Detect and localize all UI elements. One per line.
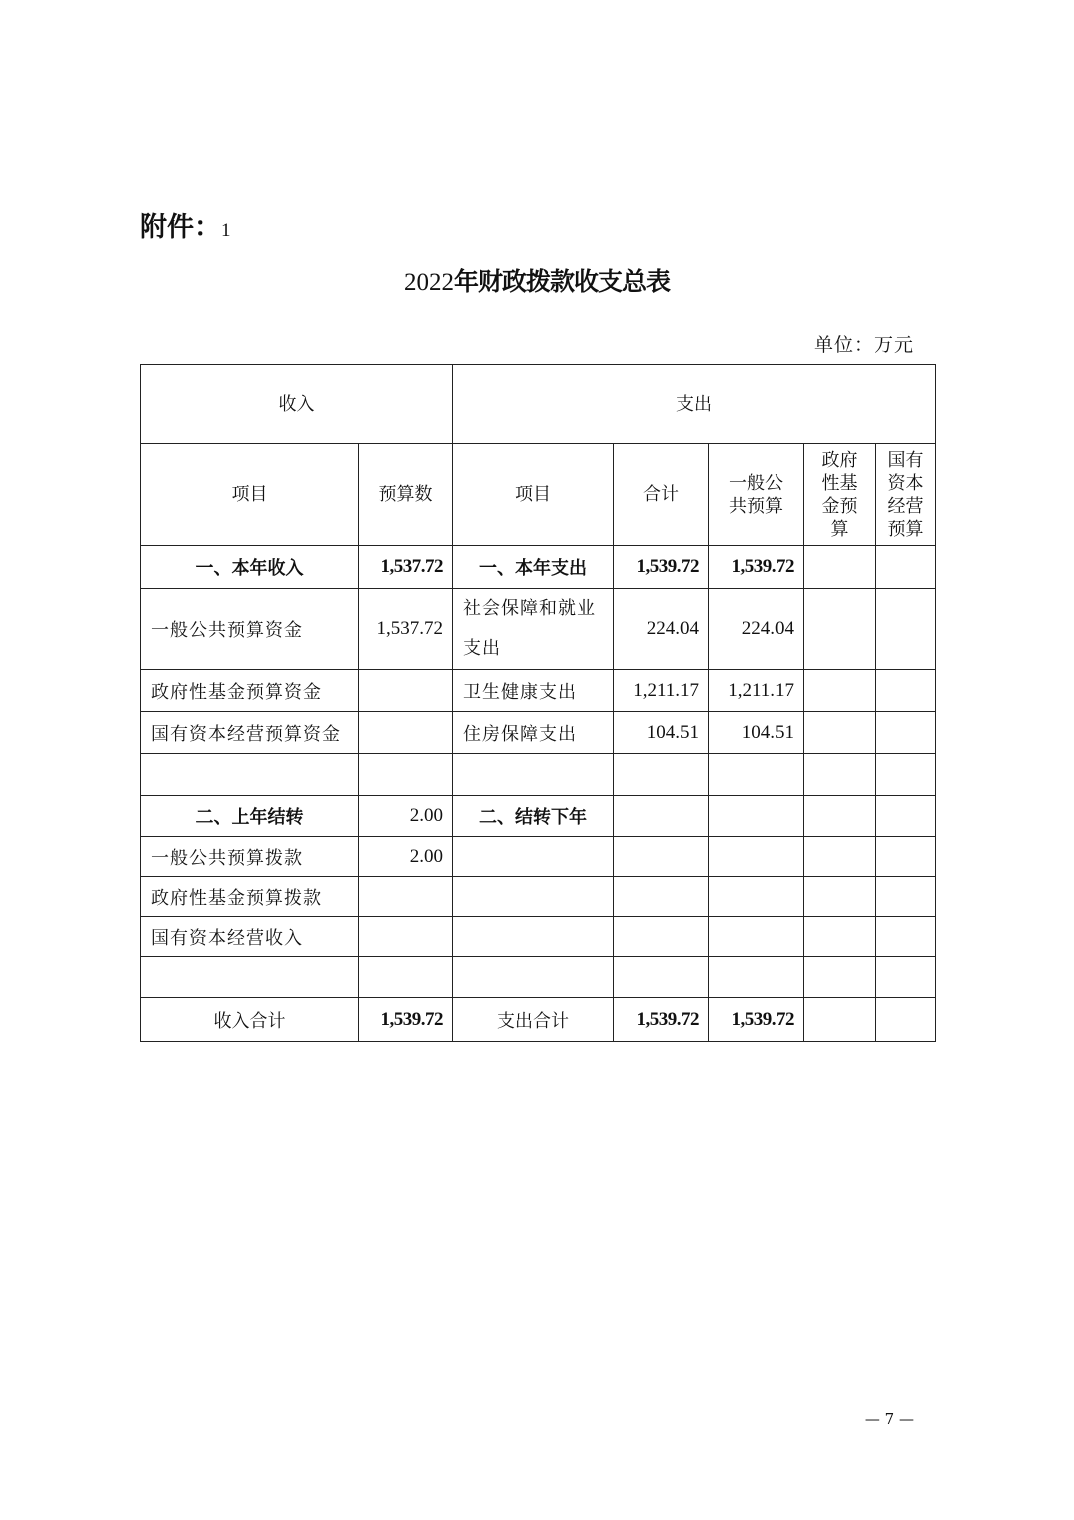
table-row <box>141 837 936 877</box>
cell-state-capital <box>876 957 936 998</box>
cell-expense-item <box>453 957 614 998</box>
cell-expense-total <box>614 877 709 917</box>
table-row <box>141 754 936 796</box>
col-income-item: 项目 <box>141 444 359 546</box>
expense-group-header: 支出 <box>453 365 936 444</box>
cell-general-budget: 1,539.72 <box>709 998 804 1042</box>
cell-expense-total <box>614 796 709 837</box>
cell-state-capital <box>876 589 936 670</box>
cell-income-item: 政府性基金预算拨款 <box>141 877 359 917</box>
attachment-label: 附件：1 <box>140 205 240 244</box>
cell-general-budget <box>709 837 804 877</box>
cell-income-budget <box>359 712 453 754</box>
cell-state-capital <box>876 998 936 1042</box>
table-row <box>141 957 936 998</box>
cell-expense-item <box>453 837 614 877</box>
cell-income-item: 一、本年收入 <box>141 546 359 589</box>
cell-income-budget: 1,537.72 <box>359 546 453 589</box>
cell-state-capital <box>876 712 936 754</box>
col-income-budget: 预算数 <box>359 444 453 546</box>
cell-expense-item: 二、结转下年 <box>453 796 614 837</box>
cell-expense-item: 一、本年支出 <box>453 546 614 589</box>
col-state-capital-budget: 国有资本经营预算 <box>876 444 936 546</box>
budget-summary-table <box>140 364 936 1042</box>
cell-general-budget: 1,211.17 <box>709 670 804 712</box>
cell-expense-item <box>453 917 614 957</box>
cell-gov-fund <box>804 712 876 754</box>
cell-gov-fund <box>804 837 876 877</box>
cell-gov-fund <box>804 546 876 589</box>
table-row <box>141 796 936 837</box>
cell-general-budget <box>709 917 804 957</box>
table-row <box>141 877 936 917</box>
cell-expense-item: 卫生健康支出 <box>453 670 614 712</box>
cell-state-capital <box>876 796 936 837</box>
cell-gov-fund <box>804 589 876 670</box>
cell-income-item: 一般公共预算资金 <box>141 589 359 670</box>
cell-income-budget <box>359 957 453 998</box>
cell-income-budget: 2.00 <box>359 837 453 877</box>
cell-income-item <box>141 957 359 998</box>
cell-income-item: 一般公共预算拨款 <box>141 837 359 877</box>
cell-expense-item: 社会保障和就业支出 <box>453 589 614 670</box>
table-row-total <box>141 998 936 1042</box>
cell-state-capital <box>876 546 936 589</box>
cell-gov-fund <box>804 754 876 796</box>
cell-income-item: 二、上年结转 <box>141 796 359 837</box>
cell-gov-fund <box>804 877 876 917</box>
cell-income-budget <box>359 670 453 712</box>
table-row <box>141 546 936 589</box>
col-expense-total: 合计 <box>614 444 709 546</box>
cell-general-budget: 104.51 <box>709 712 804 754</box>
cell-expense-total: 1,539.72 <box>614 998 709 1042</box>
col-expense-item: 项目 <box>453 444 614 546</box>
cell-general-budget: 1,539.72 <box>709 546 804 589</box>
cell-income-item: 政府性基金预算资金 <box>141 670 359 712</box>
cell-income-budget <box>359 877 453 917</box>
cell-expense-total: 1,211.17 <box>614 670 709 712</box>
cell-general-budget: 224.04 <box>709 589 804 670</box>
cell-gov-fund <box>804 796 876 837</box>
cell-gov-fund <box>804 998 876 1042</box>
title-text: 年财政拨款收支总表 <box>453 267 670 296</box>
cell-gov-fund <box>804 957 876 998</box>
income-group-header: 收入 <box>141 365 453 444</box>
cell-general-budget <box>709 754 804 796</box>
table-row <box>141 670 936 712</box>
cell-expense-item <box>453 877 614 917</box>
table-row <box>141 917 936 957</box>
cell-general-budget <box>709 957 804 998</box>
cell-state-capital <box>876 917 936 957</box>
cell-general-budget <box>709 877 804 917</box>
cell-expense-total <box>614 957 709 998</box>
cell-income-item: 国有资本经营收入 <box>141 917 359 957</box>
cell-state-capital <box>876 754 936 796</box>
cell-expense-item <box>453 754 614 796</box>
cell-expense-item: 支出合计 <box>453 998 614 1042</box>
cell-state-capital <box>876 877 936 917</box>
col-general-budget: 一般公共预算 <box>709 444 804 546</box>
page-title <box>0 262 1074 298</box>
page-number: — 7 — <box>864 1410 914 1428</box>
unit-label: 单位：万元 <box>813 334 914 356</box>
table-row <box>141 712 936 754</box>
cell-expense-total <box>614 917 709 957</box>
cell-expense-total <box>614 837 709 877</box>
cell-gov-fund <box>804 917 876 957</box>
cell-income-item: 国有资本经营预算资金 <box>141 712 359 754</box>
cell-state-capital <box>876 837 936 877</box>
cell-income-budget: 2.00 <box>359 796 453 837</box>
cell-gov-fund <box>804 670 876 712</box>
cell-expense-total: 1,539.72 <box>614 546 709 589</box>
col-gov-fund-budget: 政府性基金预算 <box>804 444 876 546</box>
cell-state-capital <box>876 670 936 712</box>
title-year: 2022 <box>403 269 454 296</box>
cell-income-budget: 1,537.72 <box>359 589 453 670</box>
cell-expense-item: 住房保障支出 <box>453 712 614 754</box>
cell-expense-total: 224.04 <box>614 589 709 670</box>
attachment-number: 1 <box>221 220 231 241</box>
cell-expense-total: 104.51 <box>614 712 709 754</box>
table-row <box>141 589 936 670</box>
cell-income-budget <box>359 917 453 957</box>
cell-general-budget <box>709 796 804 837</box>
cell-expense-total <box>614 754 709 796</box>
cell-income-budget: 1,539.72 <box>359 998 453 1042</box>
cell-income-item <box>141 754 359 796</box>
cell-income-item: 收入合计 <box>141 998 359 1042</box>
cell-income-budget <box>359 754 453 796</box>
